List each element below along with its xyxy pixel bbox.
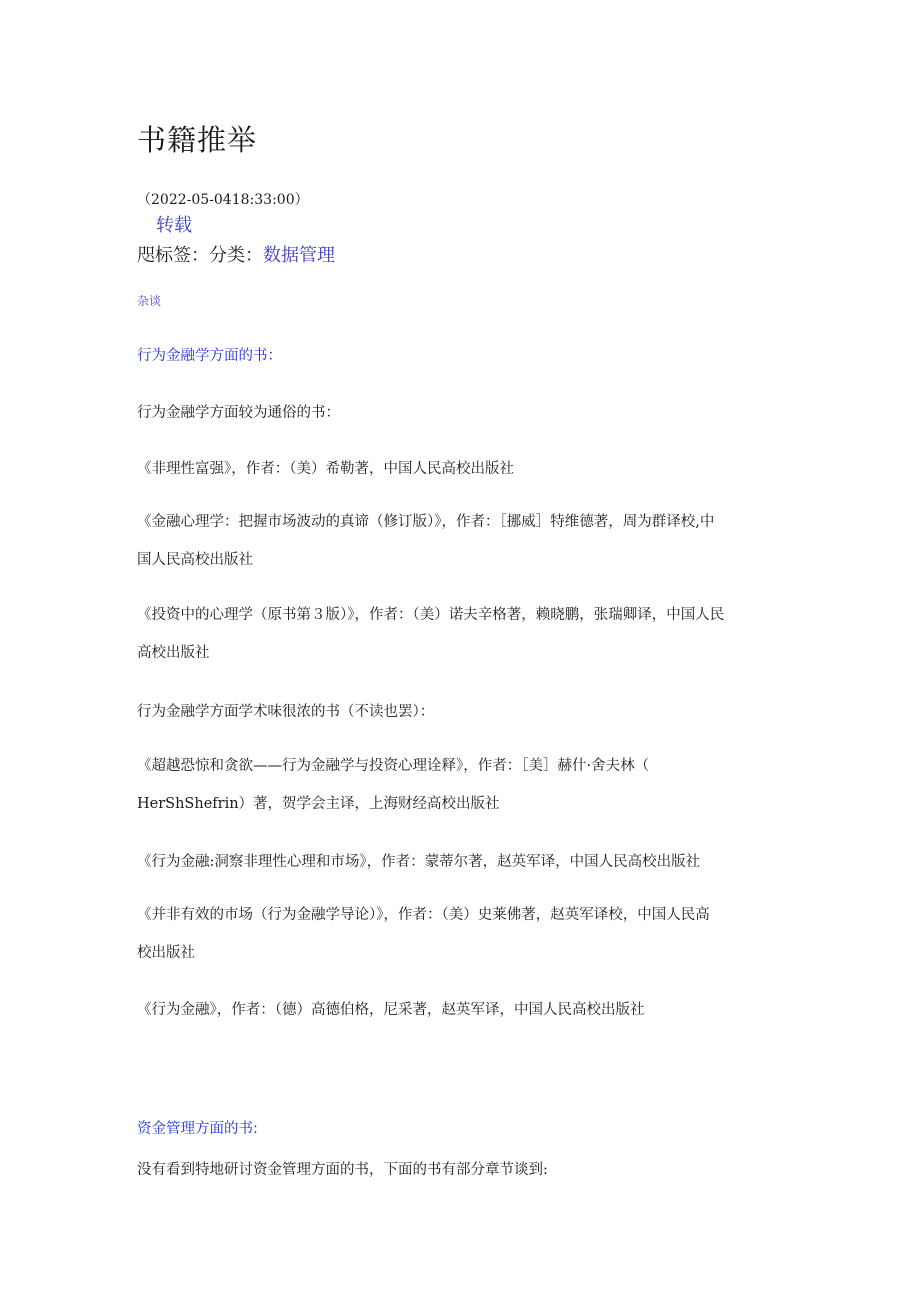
book-line: HerShShefrin）著，贺学会主译，上海财经高校出版社 bbox=[137, 796, 500, 812]
book-item bbox=[137, 503, 787, 579]
money-management-intro: 没有看到特地研讨资金管理方面的书，下面的书有部分章节谈到: bbox=[137, 1162, 548, 1178]
page-title: 书籍推举 bbox=[137, 123, 258, 157]
tags-label: 咫标签：分类： bbox=[137, 245, 263, 266]
tags-line bbox=[137, 241, 335, 267]
post-date: （2022-05-0418:33:00） bbox=[137, 192, 309, 208]
book-item bbox=[137, 747, 787, 823]
misc-tag-link[interactable]: 杂谈 bbox=[137, 294, 162, 308]
money-management-heading: 资金管理方面的书: bbox=[137, 1121, 258, 1137]
book-line: 《金融心理学：把握市场波动的真谛（修订版）》，作者：［挪威］特维德著，周为群译校,中 bbox=[137, 514, 715, 530]
book-item: 《非理性富强》，作者：（美）希勒著，中国人民高校出版社 bbox=[137, 461, 514, 477]
book-item: 《行为金融:洞察非理性心理和市场》，作者：蒙蒂尔著，赵英军译，中国人民高校出版社 bbox=[137, 854, 701, 870]
repost-link[interactable]: 转载 bbox=[156, 215, 192, 236]
book-line: 校出版社 bbox=[137, 945, 195, 961]
category-link[interactable]: 数据管理 bbox=[263, 245, 335, 266]
book-line: 《并非有效的市场（行为金融学导论）》，作者：（美）史莱佛著，赵英军译校，中国人民高 bbox=[137, 907, 710, 923]
book-item bbox=[137, 896, 787, 972]
book-item bbox=[137, 596, 787, 672]
book-line: 高校出版社 bbox=[137, 645, 210, 661]
popular-books-intro: 行为金融学方面较为通俗的书： bbox=[137, 405, 340, 421]
book-line: 《投资中的心理学（原书第３版）》，作者：（美）诺夫辛格著，赖晓鹏，张瑞卿译，中国人民 bbox=[137, 607, 725, 623]
academic-books-intro: 行为金融学方面学术味很浓的书（不读也罢）： bbox=[137, 704, 435, 720]
book-line: 国人民高校出版社 bbox=[137, 552, 253, 568]
behavioral-finance-heading: 行为金融学方面的书： bbox=[137, 348, 282, 364]
book-item: 《行为金融》，作者：（德）高德伯格，尼采著，赵英军译，中国人民高校出版社 bbox=[137, 1002, 645, 1018]
book-line: 《超越恐惊和贪欲——行为金融学与投资心理诠释》，作者：［美］赫什·舍夫林（ bbox=[137, 758, 650, 774]
